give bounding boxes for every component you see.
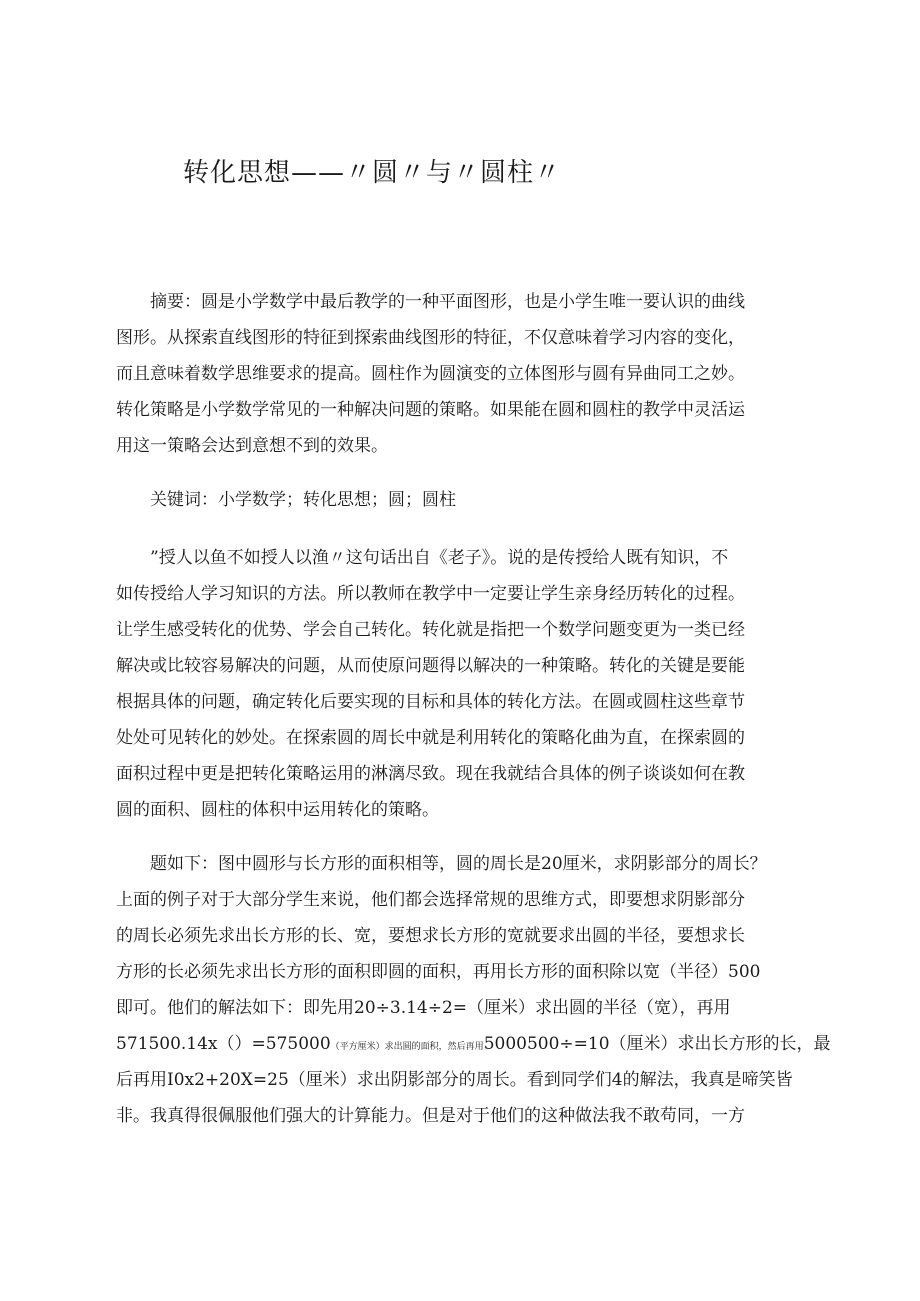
paragraph-line: 后再用I0x2+20X=25（厘米）求出阴影部分的周长。看到同学们4的解法，我真是啼笑皆 [116,1070,793,1090]
abstract-line: 而且意味着数学思维要求的提高。圆柱作为圆演变的立体图形与圆有异曲同工之妙。 [116,364,745,384]
paragraph-line [116,1032,831,1059]
abstract-line: 摘要：圆是小学数学中最后教学的一种平面图形，也是小学生唯一要认识的曲线 [150,292,745,312]
paragraph-line: 的周长必须先求出长方形的长、宽，要想求长方形的宽就要求出圆的半径，要想求长 [116,926,745,946]
paragraph-line: 方形的长必须先求出长方形的面积即圆的面积，再用长方形的面积除以宽（半径）500 [116,962,761,982]
formula-text: 571500.14x（）=575000 [116,1034,331,1054]
paragraph-line: 题如下：图中圆形与长方形的面积相等，圆的周长是20厘米，求阴影部分的周长？ [150,854,767,874]
paragraph-line: ”授人以鱼不如授人以渔〃这句话出自《老子》。说的是传授给人既有知识，不 [150,548,729,568]
paragraph-line: 根据具体的问题，确定转化后要实现的目标和具体的转化方法。在圆或圆柱这些章节 [116,692,745,712]
paragraph-line: 即可。他们的解法如下：即先用20÷3.14÷2=（厘米）求出圆的半径（宽），再用 [116,998,731,1018]
paragraph-line: 面积过程中更是把转化策略运用的淋漓尽致。现在我就结合具体的例子谈谈如何在教 [116,764,745,784]
paragraph-line: 解决或比较容易解决的问题，从而使原问题得以解决的一种策略。转化的关键是要能 [116,656,745,676]
abstract-line: 图形。从探索直线图形的特征到探索曲线图形的特征，不仅意味着学习内容的变化， [116,328,745,348]
paragraph-line: 让学生感受转化的优势、学会自己转化。转化就是指把一个数学问题变更为一类已经 [116,620,745,640]
paragraph-line: 上面的例子对于大部分学生来说，他们都会选择常规的思维方式，即要想求阴影部分 [116,890,745,910]
abstract-line: 用这一策略会达到意想不到的效果。 [116,436,388,456]
keywords-line: 关键词：小学数学；转化思想；圆；圆柱 [150,490,456,510]
document-title: 转化思想——〃圆〃与〃圆柱〃 [183,158,562,188]
formula-text: 5000500÷=10（厘米）求出长方形的长，最 [483,1034,831,1054]
formula-note: （平方厘米）求出圆的面积，然后再用 [330,1042,484,1052]
abstract-line: 转化策略是小学数学常见的一种解决问题的策略。如果能在圆和圆柱的教学中灵活运 [116,400,745,420]
paragraph-line: 非。我真得很佩服他们强大的计算能力。但是对于他们的这种做法我不敢苟同，一方 [116,1106,745,1126]
paragraph-line: 圆的面积、圆柱的体积中运用转化的策略。 [116,800,439,820]
paragraph-line: 如传授给人学习知识的方法。所以教师在教学中一定要让学生亲身经历转化的过程。 [116,584,745,604]
paragraph-line: 处处可见转化的妙处。在探索圆的周长中就是利用转化的策略化曲为直，在探索圆的 [116,728,745,748]
